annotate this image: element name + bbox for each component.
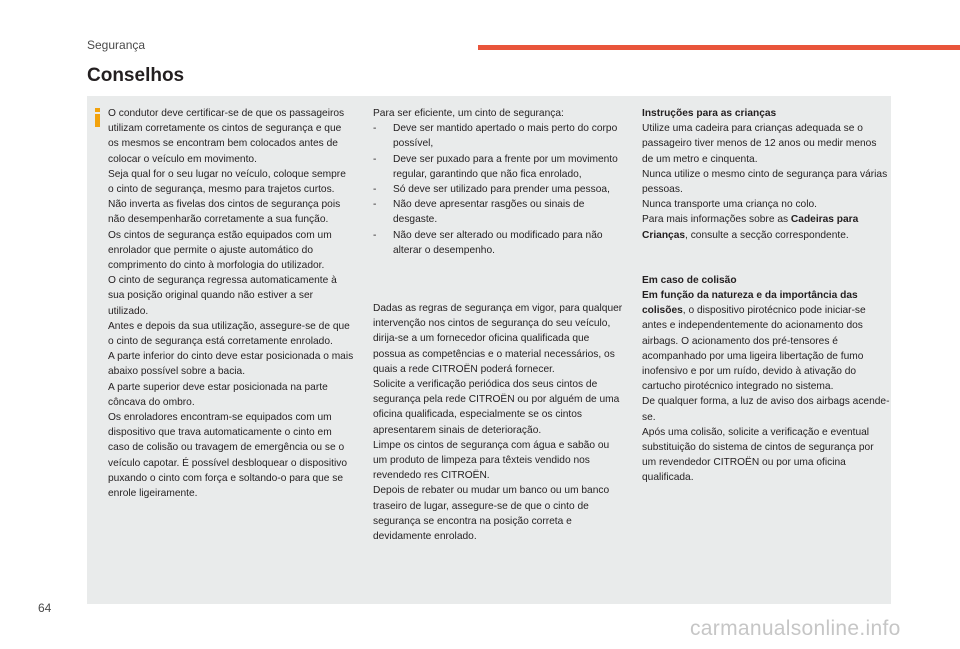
page-number: 64 (38, 601, 52, 615)
paragraph: Não inverta as fivelas dos cintos de segurança pois não desempenharão corretamente a sua função. (108, 199, 341, 226)
paragraph: O cinto de segurança regressa automaticamente à sua posição original quando não estiver a ser utilizado. (108, 275, 337, 317)
children-heading: Instruções para as crianças (642, 108, 777, 119)
paragraph: Limpe os cintos de segurança com água e sabão ou um produto de limpeza para têxteis vendido nos revendedo res CITROËN. (373, 439, 610, 482)
list-item: - Deve ser puxado para a frente por um movimento regular, garantindo que não fica enrolado, (373, 153, 618, 180)
paragraph: Nunca transporte uma criança no colo. (642, 199, 817, 211)
paragraph: Nunca utilize o mesmo cinto de segurança para várias pessoas. (642, 168, 888, 196)
column-children-collision (642, 106, 890, 486)
paragraph: Dadas as regras de segurança em vigor, para qualquer intervenção nos cintos de segurança do seu veículo, dirija-se a um fornecedor oficina qualificada que possua as competências e o material necessários, os quais a rede CITROËN poderá fornecer. (373, 303, 623, 375)
paragraph: Após uma colisão, solicite a verificação e eventual substituição do sistema de cintos de segurança por um revendedor CITROËN ou por uma oficina qualificada. (642, 426, 874, 484)
list-intro: Para ser eficiente, um cinto de segurança: (373, 108, 564, 119)
requirements-list (373, 121, 623, 258)
list-item: - Deve ser mantido apertado o mais perto do corpo possível, (373, 123, 618, 150)
paragraph: O condutor deve certificar-se de que os passageiros utilizam corretamente os cintos de segurança e que os mesmos se encontram bem colocados antes de colocar o veículo em movimento. (108, 108, 345, 165)
column-belt-efficiency (373, 106, 623, 544)
list-item: - Não deve ser alterado ou modificado para não alterar o desempenho. (373, 229, 603, 256)
watermark: carmanualsonline.info (690, 617, 901, 640)
paragraph: Utilize uma cadeira para crianças adequada se o passageiro tiver menos de 12 anos ou medir menos de um metro e cinquenta. (642, 123, 877, 165)
page-title: Conselhos (87, 65, 185, 86)
info-icon (93, 108, 102, 127)
paragraph: Em função da natureza e da importância das colisões, o dispositivo pirotécnico pode iniciar-se antes e independentemente do acionamento dos airbags. O acionamento dos pré-tensores é acompanhado por uma ligeira libertação de fumo inofensivo e por um ruído, devido à ativação do cartucho pirotécnico integrado no sistema. (642, 290, 866, 393)
paragraph: De qualquer forma, a luz de aviso dos airbags acende-se. (642, 396, 890, 423)
paragraph: Seja qual for o seu lugar no veículo, coloque sempre o cinto de segurança, mesmo para trajetos curtos. (108, 168, 346, 196)
paragraph: Antes e depois da sua utilização, assegure-se de que o cinto de segurança está corretamente enrolado. (108, 320, 350, 348)
child-seats-reference: Cadeiras para Crianças (642, 214, 859, 241)
paragraph: Depois de rebater ou mudar um banco ou um banco traseiro de lugar, assegure-se de que o cinto de segurança se encontra na posição correta e devidamente enrolado. (373, 485, 610, 543)
paragraph: A parte superior deve estar posicionada na parte côncava do ombro. (108, 381, 328, 408)
section-label: Segurança (87, 38, 146, 52)
paragraph: Os enroladores encontram-se equipados com um dispositivo que trava automaticamente o cinto em caso de colisão ou travagem de emergência ou se o veículo capotar. É possível desbloquear o dispositivo puxando o cinto com força e soltando-o para que se enrole ligeiramente. (108, 412, 347, 500)
paragraph: Para mais informações sobre as Cadeiras para Crianças, consulte a secção correspondente. (642, 214, 859, 241)
paragraph: Solicite a verificação periódica dos seus cintos de segurança pela rede CITROËN ou por alguém de uma oficina qualificada, especialmente se os cintos apresentarem sinais de deterioração. (373, 379, 620, 436)
column-safety-advice (108, 106, 354, 501)
paragraph: A parte inferior do cinto deve estar posicionada o mais abaixo possível sobre a bacia. (108, 351, 354, 378)
list-item: - Não deve apresentar rasgões ou sinais de desgaste. (373, 199, 585, 226)
header-accent-bar (478, 45, 960, 50)
paragraph: Os cintos de segurança estão equipados com um enrolador que permite o ajuste automático do comprimento do cinto à morfologia do utilizador. (108, 229, 332, 272)
list-item: - Só deve ser utilizado para prender uma pessoa, (373, 184, 610, 196)
collision-heading: Em caso de colisão (642, 274, 737, 286)
